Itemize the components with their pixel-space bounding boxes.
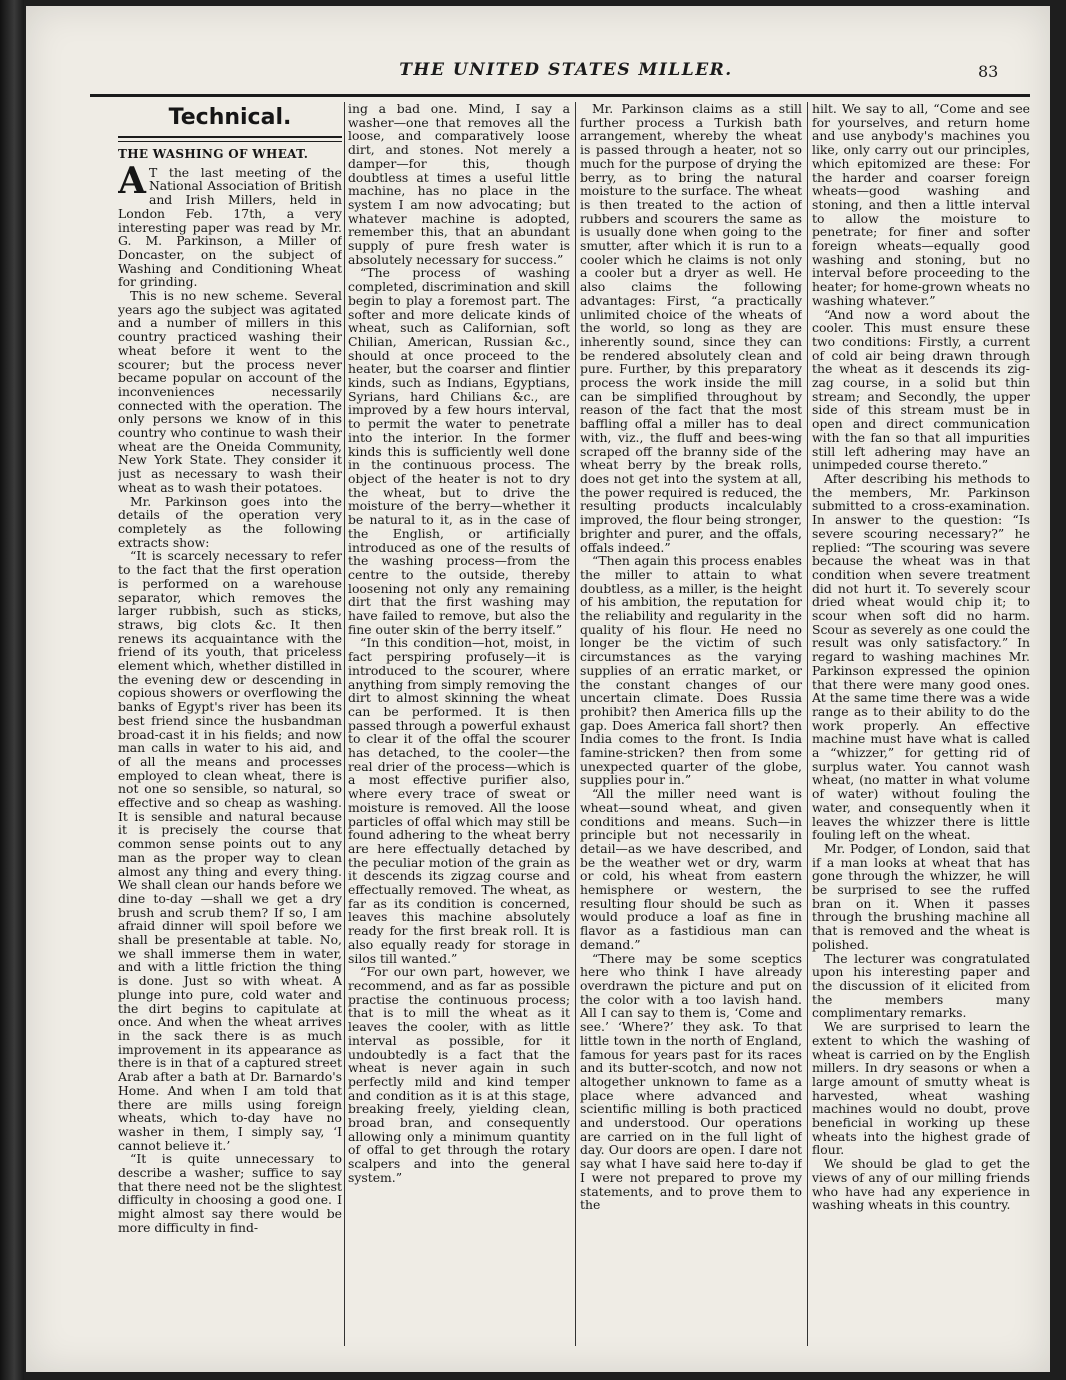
- paragraph: Mr. Podger, of London, said that if a man looks at wheat that has gone through the whizzer, he will be surprised to see the ruffed bran on it. When it passes through the brushing machine all that is removed and the wheat is polished.: [812, 840, 1030, 952]
- paragraph: “The process of washing completed, discrimination and skill begin to play a foremost part. The softer and more delicate kinds of wheat, such as Californian, soft Chilian, American, Russian &c., should at once proceed to the heater, but the coarser and flintier kinds, such as Indians, Egyptians, Syrians, hard Chilians &c., are improved by a few hours interval, to permit the water to penetrate into the interior. In the former kinds this is sufficiently well done in the continuous process. The object of the heater is not to dry the wheat, but to drive the moisture of the berry—whether it be natural to it, as in the case of the English, or artificially introduced as one of the results of the washing process—from the centre to the outside, thereby loosening not only any remaining dirt that the first washing may have failed to remove, but also the fine outer skin of the berry itself.”: [348, 265, 570, 637]
- column-divider: [807, 102, 808, 1346]
- paragraph: “It is scarcely necessary to refer to the fact that the first operation is performed on a warehouse separator, which removes the larger rubbish, such as sticks, straws, big clots &c. It then renews its acquaintance with the friend of its youth, that priceless element which, whether distilled in the evening dew or descending in copious showers or overflowing the banks of Egypt's river has been its best friend since the husbandman broad-cast it in his fields; and now man calls in water to his aid, and of all the means and processes employed to clean wheat, there is not one so sensible, so natural, so effective and so cheap as washing. It is sensible and natural because it is precisely the course that common sense points out to any man as the proper way to clean almost any thing and every thing. We shall clean our hands before we dine to-day —shall we get a dry brush and scrub them? If so, I am afraid dinner will spoil before we shall be presentable at table. No, we shall immerse them in water, and with a little friction the thing is done. Just so with wheat. A plunge into pure, cold water and the dirt begins to capitulate at once. And when the wheat arrives in the sack there is as much improvement in its appearance as there is in that of a captured street Arab after a bath at Dr. Barnardo's Home. And when I am told that there are mills using foreign wheats, which to-day have no washer in them, I simply say, ‘I cannot believe it.’: [118, 548, 342, 1153]
- page-number: 83: [978, 62, 999, 81]
- column-1: [118, 102, 342, 1346]
- running-header: [26, 60, 1050, 90]
- paragraph: The lecturer was congratulated upon his interesting paper and the discussion of it elicited from the members many complimentary remarks.: [812, 950, 1030, 1021]
- paragraph: “There may be some sceptics here who think I have already overdrawn the picture and put on the color with a too lavish hand. All I can say to them is, ‘Come and see.’ ‘Where?’ they ask. To that little town in the north of England, famous for years past for its races and its butter-scotch, and now not altogether unknown to fame as a place where advanced and scientific milling is both practiced and understood. Our operations are carried on in the full light of day. Our doors are open. I dare not say what I have said here to-day if I were not prepared to prove my statements, and to prove them to the: [580, 950, 802, 1213]
- paragraph: “For our own part, however, we recommend, and as far as possible practise the continuous process; that is to mill the wheat as it leaves the cooler, with as little interval as possible, for it undoubtedly is a fact that the wheat is never again in such perfectly mild and kind temper and condition as it is at this stage, breaking freely, yielding clean, broad bran, and consequently allowing only a minimum quantity of offal to get through the rotary scalpers and into the general system.”: [348, 964, 570, 1185]
- paragraph: ing a bad one. Mind, I say a washer—one that removes all the loose, and comparatively loose dirt, and stones. Not merely a damper—for this, though doubtless at times a useful little machine, has no place in the system I am now advocating; but whatever machine is adopted, remember this, that an abundant supply of pure fresh water is absolutely necessary for success.”: [348, 102, 570, 267]
- paragraph: hilt. We say to all, “Come and see for yourselves, and return home and use anybody's machines you like, only carry out our principles, which epitomized are these: For the harder and coarser foreign wheats—good washing and stoning, and then a little interval to allow the moisture to penetrate; for finer and softer foreign wheats—equally good washing and stoning, but no interval before proceeding to the heater; for home-grown wheats no washing whatever.”: [812, 102, 1030, 308]
- section-title: Technical.: [168, 105, 292, 130]
- paragraph: “Then again this process enables the miller to attain to what doubtless, as a miller, is the height of his ambition, the reputation for the reliability and regularity in the quality of his flour. He need no longer be the victim of such circumstances as the varying supplies of an erratic market, or the constant changes of our uncertain climate. Does Russia prohibit? then America fills up the gap. Does America fall short? then India comes to the front. Is India famine-stricken? then from some unexpected quarter of the globe, supplies pour in.”: [580, 553, 802, 788]
- paragraph: “And now a word about the cooler. This must ensure these two conditions: Firstly, a current of cold air being drawn through the wheat as it descends its zig-zag course, in a solid but thin stream; and Secondly, the upper side of this stream must be in open and direct communication with the fan so that all impurities still left adhering may have an unimpeded course thereto.”: [812, 306, 1030, 473]
- drop-cap: A: [118, 159, 146, 202]
- article-title: THE WASHING OF WHEAT.: [118, 147, 309, 161]
- column-3: [580, 102, 802, 1346]
- column-divider: [575, 102, 576, 1346]
- paragraph: Mr. Parkinson goes into the details of the operation very completely as the following extracts show:: [118, 493, 342, 550]
- paragraph: “All the miller need want is wheat—sound wheat, and given conditions and means. Such—in principle but not necessarily in detail—as we have described, and be the weather wet or dry, warm or cold, his wheat from eastern hemisphere or western, the resulting flour should be such as would produce a loaf as fine in flavor as a fastidious man can demand.”: [580, 786, 802, 952]
- column-4: [812, 102, 1030, 1346]
- publication-title: THE UNITED STATES MILLER.: [399, 60, 733, 80]
- column-divider: [344, 102, 345, 1346]
- section-rule-thin: [118, 141, 342, 142]
- section-rule: [118, 136, 342, 138]
- paragraph: We should be glad to get the views of any of our milling friends who have had any experience in washing wheats in this country.: [812, 1156, 1030, 1213]
- paragraph: “It is quite unnecessary to describe a washer; suffice to say that there need not be the slightest difficulty in choosing a good one. I might almost say there would be more difficulty in find-: [118, 1151, 342, 1235]
- paragraph: Mr. Parkinson claims as a still further process a Turkish bath arrangement, whereby the wheat is passed through a heater, not so much for the purpose of drying the berry, as to bring the natural moisture to the surface. The wheat is then treated to the action of rubbers and scourers the same as is usually done when going to the smutter, after which it is run to a cooler which he claims is not only a cooler but a dryer as well. He also claims the following advantages: First, “a practically unlimited choice of the wheats of the world, so long as they are inherently sound, since they can be rendered absolutely clean and pure. Further, by this preparatory process the work inside the mill can be simplified throughout by reason of the fact that the most baffling offal a miller has to deal with, viz., the fluff and bees-wing scraped off the branny side of the wheat berry by the break rolls, does not get into the system at all, the power required is reduced, the resulting products incalculably improved, the flour being stronger, brighter and purer, and the offals, offals indeed.”: [580, 102, 802, 555]
- paragraph: [118, 159, 342, 290]
- paragraph: We are surprised to learn the extent to which the washing of wheat is carried on by the English millers. In dry seasons or when a large amount of smutty wheat is harvested, wheat washing machines would no doubt, prove beneficial in working up these wheats into the highest grade of flour.: [812, 1019, 1030, 1158]
- book-binding-edge: [0, 0, 24, 1380]
- paragraph: “In this condition—hot, moist, in fact perspiring profusely—it is introduced to the scourer, where anything from simply removing the dirt to almost skinning the wheat can be performed. It is then passed through a powerful exhaust to clear it of the offal the scourer has detached, to the cooler—the real drier of the process—which is a most effective purifier also, where every trace of sweat or moisture is removed. All the loose particles of offal which may still be found adhering to the wheat berry are here effectually detached by the peculiar motion of the grain as it descends its zigzag course and effectually removed. The wheat, as far as its condition is concerned, leaves this machine absolutely ready for the first break roll. It is also equally ready for storage in silos till wanted.”: [348, 635, 570, 966]
- column-2: [348, 102, 570, 1346]
- paragraph-text: T the last meeting of the National Association of British and Irish Millers, held in London Feb. 17th, a very interesting paper was read by Mr. G. M. Parkinson, a Miller of Doncaster, on the subject of Washing and Conditioning Wheat for grinding.: [118, 164, 342, 290]
- newspaper-page: [26, 6, 1050, 1372]
- header-rule: [90, 94, 1030, 97]
- article-columns: [90, 102, 1032, 1346]
- paragraph: This is no new scheme. Several years ago the subject was agitated and a number of millers in this country practiced washing their wheat before it went to the scourer; but the process never became popular on account of the inconveniences necessarily connected with the operation. The only persons we know of in this country who continue to wash their wheat are the Oneida Community, New York State. They consider it just as necessary to wash their wheat as to wash their potatoes.: [118, 288, 342, 495]
- paragraph: After describing his methods to the members, Mr. Parkinson submitted to a cross-examination. In answer to the question: “Is severe scouring necessary?” he replied: “The scouring was severe because the wheat was in that condition when severe treatment did not hurt it. To severely scour dried wheat would chip it; to scour when soft did no harm. Scour as severely as one could the result was only satisfactory.” In regard to washing machines Mr. Parkinson expressed the opinion that there were many good ones. At the same time there was a wide range as to their ability to do the work properly. An effective machine must have what is called a “whizzer,” for getting rid of surplus water. You cannot wash wheat, (no matter in what volume of water) without fouling the water, and consequently when it leaves the whizzer there is little fouling left on the wheat.: [812, 470, 1030, 843]
